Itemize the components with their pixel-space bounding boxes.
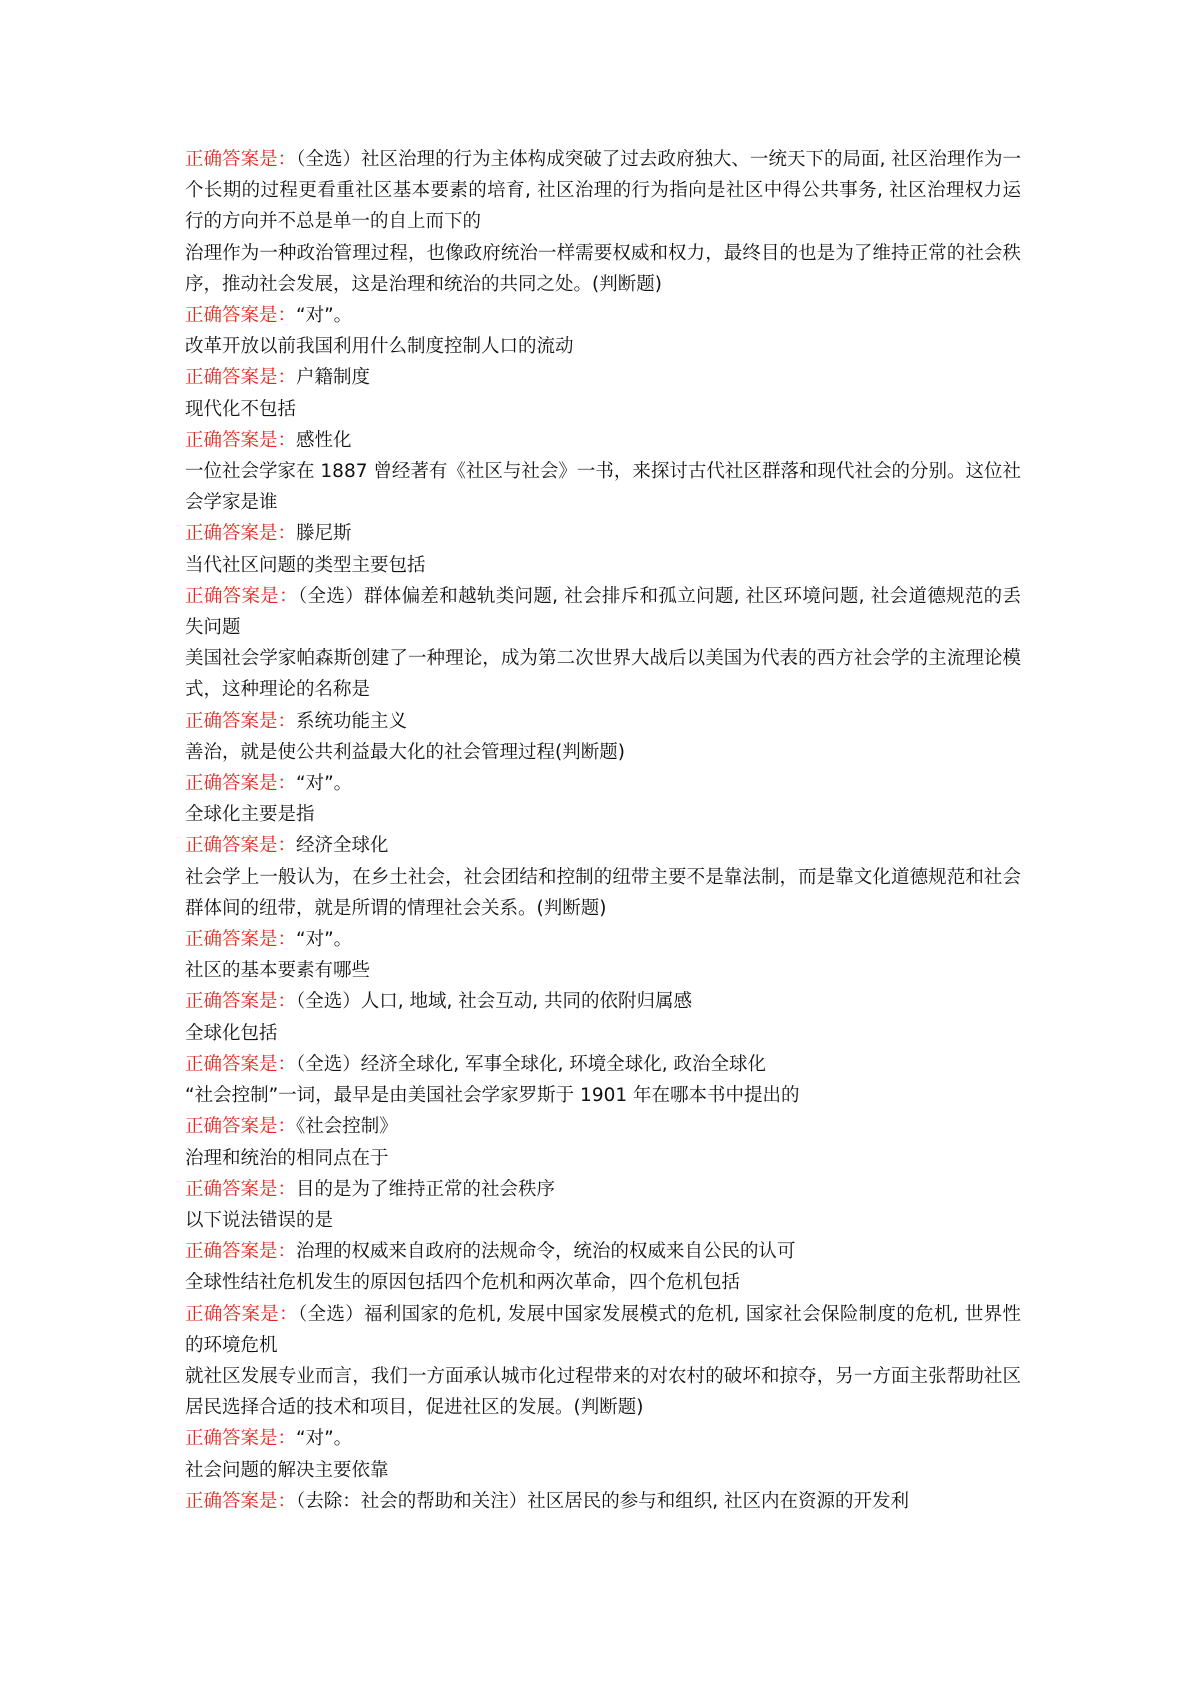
answer-text: 系统功能主义 [296, 710, 408, 732]
answer-label: 正确答案是： [185, 1178, 297, 1200]
question-line: 全球化主要是指 [185, 804, 315, 826]
answer-line [185, 518, 1021, 549]
answer-text: 目的是为了维持正常的社会秩序 [296, 1178, 556, 1200]
answer-line [185, 1111, 1021, 1142]
answer-label: 正确答案是： [185, 1303, 298, 1325]
answer-text: （全选）福利国家的危机, 发展中国家发展模式的危机, 国家社会保险制度的危机, 世界性的环境危机 [185, 1303, 1021, 1356]
question-line: 一位社会学家在 1887 曾经著有《社区与社会》一书，来探讨古代社区群落和现代社会的分别。这位社会学家是谁 [185, 461, 1021, 514]
answer-text: “对”。 [296, 929, 353, 951]
answer-line [185, 1299, 1021, 1361]
question-line: 社会学上一般认为，在乡土社会，社会团结和控制的纽带主要不是靠法制，而是靠文化道德规范和社会群体间的纽带，就是所谓的情理社会关系。(判断题) [185, 866, 1021, 919]
answer-text: “对”。 [296, 1428, 353, 1450]
question-line: 全球性结社危机发生的原因包括四个危机和两次革命，四个危机包括 [185, 1272, 741, 1294]
answer-label: 正确答案是： [185, 1490, 297, 1512]
answer-label: 正确答案是： [185, 991, 297, 1013]
question-line: 全球化包括 [185, 1022, 278, 1044]
question-line: 善治，就是使公共利益最大化的社会管理过程(判断题) [185, 741, 625, 763]
answer-line [185, 425, 1021, 456]
answer-line [185, 1236, 1021, 1267]
answer-text: （去除：社会的帮助和关注）社区居民的参与和组织, 社区内在资源的开发利 [296, 1490, 910, 1512]
question-line: “社会控制”一词，最早是由美国社会学家罗斯于 1901 年在哪本书中提出的 [185, 1085, 800, 1107]
question-line: 现代化不包括 [185, 398, 297, 420]
answer-text: （全选）经济全球化, 军事全球化, 环境全球化, 政治全球化 [296, 1053, 767, 1075]
question-line: 社区的基本要素有哪些 [185, 960, 371, 982]
question-line: 治理作为一种政治管理过程，也像政府统治一样需要权威和权力，最终目的也是为了维持正常的社会秩序，推动社会发展，这是治理和统治的共同之处。(判断题) [185, 242, 1021, 295]
answer-label: 正确答案是： [185, 429, 297, 451]
answer-label: 正确答案是： [185, 367, 297, 389]
answer-label: 正确答案是： [185, 149, 297, 170]
answer-line [185, 706, 1021, 737]
answer-line [185, 1049, 1021, 1080]
answer-text: 滕尼斯 [296, 523, 352, 545]
answer-text: 《社会控制》 [296, 1116, 398, 1138]
answer-label: 正确答案是： [185, 1053, 297, 1075]
question-line: 当代社区问题的类型主要包括 [185, 554, 426, 576]
answer-text: 感性化 [296, 429, 352, 451]
answer-label: 正确答案是： [185, 305, 297, 327]
answer-label: 正确答案是： [185, 929, 297, 951]
question-line: 社会问题的解决主要依靠 [185, 1459, 389, 1481]
answer-label: 正确答案是： [185, 1428, 297, 1450]
answer-label: 正确答案是： [185, 773, 297, 795]
answer-line [185, 1423, 1021, 1454]
answer-text: “对”。 [296, 773, 353, 795]
answer-line [185, 362, 1021, 393]
answer-label: 正确答案是： [185, 835, 297, 857]
answer-text: （全选）人口, 地域, 社会互动, 共同的依附归属感 [296, 991, 693, 1013]
answer-line [185, 986, 1021, 1017]
answer-text: （全选）社区治理的行为主体构成突破了过去政府独大、一统天下的局面, 社区治理作为一个长期的过程更看重社区基本要素的培育, 社区治理的行为指向是社区中得公共事务, 社区治理权力运行的方向并不总是单一的自上而下的 [185, 149, 1021, 233]
answer-text: 治理的权威来自政府的法规命令，统治的权威来自公民的认可 [296, 1241, 796, 1263]
question-line: 美国社会学家帕森斯创建了一种理论，成为第二次世界大战后以美国为代表的西方社会学的主流理论模式，这种理论的名称是 [185, 648, 1021, 701]
answer-label: 正确答案是： [185, 1241, 297, 1263]
document-page [185, 144, 1021, 1517]
question-line: 治理和统治的相同点在于 [185, 1147, 389, 1169]
question-line: 就社区发展专业而言，我们一方面承认城市化过程带来的对农村的破坏和掠夺，另一方面主张帮助社区居民选择合适的技术和项目，促进社区的发展。(判断题) [185, 1365, 1021, 1419]
answer-label: 正确答案是： [185, 585, 298, 607]
answer-line [185, 144, 1021, 238]
answer-line [185, 768, 1021, 799]
answer-label: 正确答案是： [185, 1116, 297, 1138]
answer-text: 经济全球化 [296, 835, 389, 857]
answer-line [185, 1174, 1021, 1205]
answer-line [185, 924, 1021, 955]
answer-line [185, 300, 1021, 331]
answer-text: （全选）群体偏差和越轨类问题, 社会排斥和孤立问题, 社区环境问题, 社会道德规范的丢失问题 [185, 585, 1021, 639]
answer-line [185, 830, 1021, 861]
answer-line [185, 1486, 1021, 1517]
answer-label: 正确答案是： [185, 523, 297, 545]
answer-label: 正确答案是： [185, 710, 297, 732]
answer-line [185, 581, 1021, 643]
answer-text: “对”。 [296, 305, 353, 327]
question-line: 以下说法错误的是 [185, 1209, 334, 1231]
answer-text: 户籍制度 [296, 367, 371, 389]
question-line: 改革开放以前我国利用什么制度控制人口的流动 [185, 336, 574, 358]
